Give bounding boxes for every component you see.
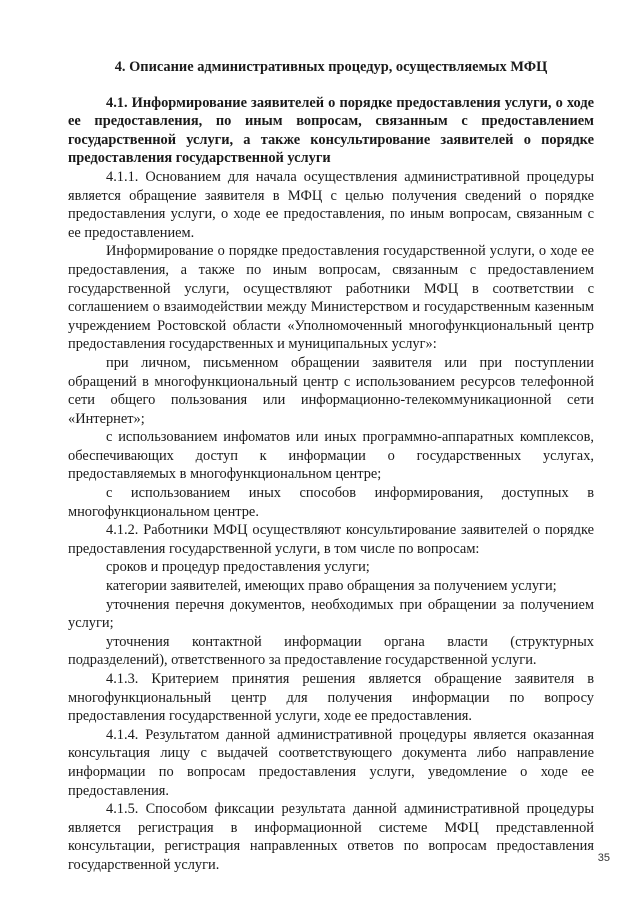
list-item-other-methods: с использованием иных способов информирования, доступных в многофункциональном центре. xyxy=(68,485,594,520)
list-item-terms: сроков и процедур предоставления услуги; xyxy=(106,559,370,576)
list-item-categories: категории заявителей, имеющих право обращения за получением услуги; xyxy=(106,578,557,595)
paragraph-4-1-5: 4.1.5. Способом фиксации результата данной административной процедуры является регистрация в информационной системе МФЦ представленной консультации, регистрация направленных ответов по вопросам предоставления государственной услуги. xyxy=(68,801,594,873)
paragraph-informing: Информирование о порядке предоставления государственной услуги, о ходе ее предоставления, а также по иным вопросам, связанным с предоставлением государственной услуги, осуществляют работники МФЦ в соответствии с соглашением о взаимодействии между Министерством и государственным казенным учреждением Ростовской области «Уполномоченный многофункциональный центр предоставления государственных и муниципальных услуг»: xyxy=(68,243,594,353)
paragraph-4-1-2: 4.1.2. Работники МФЦ осуществляют консультирование заявителей о порядке предоставления государственной услуги, в том числе по вопросам: xyxy=(68,522,594,557)
list-item-documents: уточнения перечня документов, необходимых при обращении за получением услуги; xyxy=(68,596,594,632)
paragraph-4-1-3: 4.1.3. Критерием принятия решения является обращение заявителя в многофункциональный центр для получения информации по вопросу предоставления государственной услуги, ходе ее предоставления. xyxy=(68,671,594,725)
page-number: 35 xyxy=(597,852,610,864)
list-item-personal-appeal: при личном, письменном обращении заявителя или при поступлении обращений в многофункциональный центр с использованием ресурсов телефонной сети общего пользования или информационно-телекоммуникационной сети «Интернет»; xyxy=(68,354,594,427)
paragraph-4-1-4: 4.1.4. Результатом данной административной процедуры является оказанная консультация лицу с выдачей соответствующего документа либо направление информации по вопросам предоставления услуги, уведомление о ходе ее предоставления. xyxy=(68,726,594,799)
list-item-contacts: уточнения контактной информации органа власти (структурных подразделений), ответственного за предоставление государственной услуги. xyxy=(68,633,594,669)
document-page xyxy=(68,58,594,875)
list-item-infomats: с использованием инфоматов или иных программно-аппаратных комплексов, обеспечивающих доступ к информации о государственных услугах, предоставляемых в многофункциональном центре; xyxy=(68,429,594,483)
section-heading: 4.1. Информирование заявителей о порядке предоставления услуги, о ходе ее предоставления, по иным вопросам, связанным с предоставлением государственной услуги, а также консультирование заявителей о порядке предоставления государственной услуги xyxy=(68,94,594,167)
paragraph-4-1-1: 4.1.1. Основанием для начала осуществления административной процедуры является обращение заявителя в МФЦ с целью получения сведений о порядке предоставления услуги, о ходе ее предоставления, по иным вопросам, связанным с ее предоставлением. xyxy=(68,168,594,241)
chapter-title: 4. Описание административных процедур, осуществляемых МФЦ xyxy=(114,59,548,75)
